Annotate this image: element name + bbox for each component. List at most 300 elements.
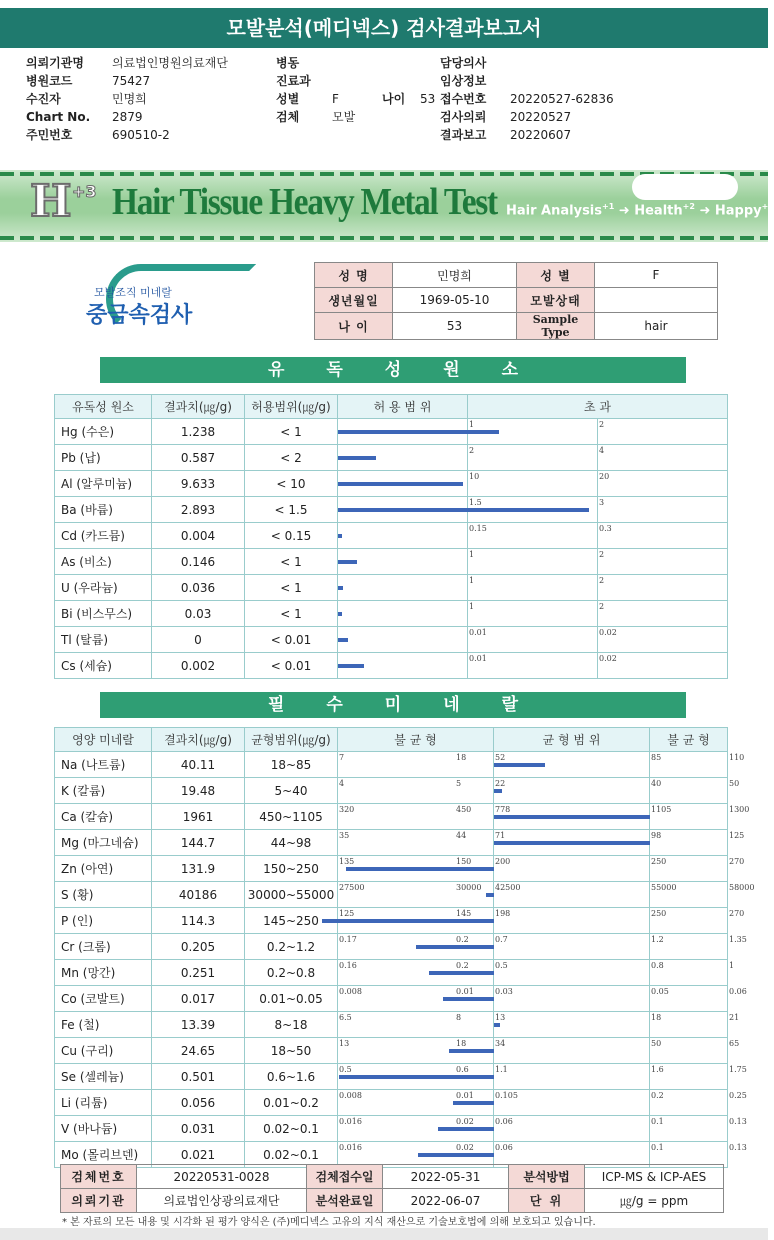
footer-table — [60, 1164, 724, 1213]
high-cell — [650, 1038, 740, 1064]
tick-label: 0.25 — [729, 1091, 747, 1100]
result-value: 0.036 — [152, 575, 245, 601]
allowed-cell — [338, 471, 468, 497]
low-cell — [338, 752, 494, 778]
banner-blank-box — [632, 174, 738, 200]
level-bar — [438, 1127, 494, 1131]
label-doctor: 담당의사 — [440, 56, 487, 70]
level-bar — [449, 1049, 494, 1053]
balanced-cell — [494, 882, 650, 908]
mineral-row — [55, 934, 728, 960]
mineral-row — [55, 778, 728, 804]
banner-h-superscript: +3 — [72, 182, 97, 201]
element-name: Bi (비스무스) — [55, 601, 152, 627]
tick-label: 1.1 — [495, 1065, 508, 1074]
element-name: Mn (망간) — [55, 960, 152, 986]
tick-label: 1.6 — [651, 1065, 664, 1074]
mineral-col-balanced: 균 형 범 위 — [494, 728, 650, 752]
low-cell — [338, 1064, 494, 1090]
balance-range: 18~50 — [245, 1038, 338, 1064]
excess-cell-1 — [468, 627, 598, 653]
tick-label: 27500 — [339, 883, 365, 892]
banner-dash-bottom — [0, 236, 768, 240]
patient-hair-label: 모발상태 — [517, 288, 595, 313]
excess-cell-2 — [598, 627, 728, 653]
level-bar — [486, 893, 494, 897]
level-bar — [338, 560, 357, 564]
toxic-row — [55, 523, 728, 549]
element-name: Tl (탈륨) — [55, 627, 152, 653]
tick-label: 1.5 — [469, 498, 482, 507]
high-cell — [650, 1064, 747, 1090]
high-cell — [650, 1116, 747, 1142]
balanced-cell — [494, 986, 650, 1012]
excess-cell-1 — [468, 445, 598, 471]
level-bar — [429, 971, 494, 975]
tick-label: 0.06 — [495, 1143, 513, 1152]
banner-h-logo: H — [30, 176, 70, 227]
tick-label: 270 — [729, 909, 745, 918]
element-name: S (황) — [55, 882, 152, 908]
tick-label: 22 — [495, 779, 506, 788]
excess-cell-2 — [598, 653, 728, 679]
tick-label: 0.6 — [456, 1065, 469, 1074]
excess-cell-2 — [598, 549, 728, 575]
tick-label: 0.2 — [456, 935, 469, 944]
element-name: As (비소) — [55, 549, 152, 575]
allowed-cell — [338, 601, 468, 627]
level-bar — [494, 789, 502, 793]
toxic-col-element: 유독성 원소 — [55, 395, 152, 419]
result-value: 40.11 — [152, 752, 245, 778]
tick-label: 98 — [651, 831, 662, 840]
tick-label: 4 — [339, 779, 345, 788]
patient-age: 53 — [393, 313, 517, 340]
tick-label: 200 — [495, 857, 511, 866]
tick-label: 1.35 — [729, 935, 747, 944]
balance-range: 145~250 — [245, 908, 338, 934]
tick-label: 50 — [729, 779, 740, 788]
tick-label: 0.02 — [456, 1117, 474, 1126]
excess-cell-1 — [468, 471, 598, 497]
balance-range: 0.02~0.1 — [245, 1142, 338, 1168]
low-cell — [338, 882, 494, 908]
patient-type: hair — [595, 313, 718, 340]
mineral-row — [55, 830, 728, 856]
mineral-row — [55, 1116, 728, 1142]
result-value: 0.146 — [152, 549, 245, 575]
tick-label: 0.06 — [729, 987, 747, 996]
excess-cell-1 — [468, 575, 598, 601]
tick-label: 150 — [456, 857, 472, 866]
tick-label: 0.13 — [729, 1143, 747, 1152]
toxic-row — [55, 575, 728, 601]
patient-type-label: Sample Type — [517, 313, 595, 340]
tick-label: 3 — [599, 498, 605, 507]
level-bar — [338, 508, 589, 512]
mineral-header-row — [55, 728, 728, 752]
tick-label: 0.2 — [651, 1091, 664, 1100]
tick-label: 71 — [495, 831, 506, 840]
header-row-4 — [26, 108, 746, 126]
mineral-row — [55, 752, 728, 778]
tick-label: 1.75 — [729, 1065, 747, 1074]
tick-label: 2 — [599, 602, 605, 611]
copyright-note: * 본 자료의 모든 내용 및 시각화 된 평가 양식은 (주)메디넥스 고유의 지식 재산으로 기술보호법에 의해 보호되고 있습니다. — [62, 1217, 596, 1228]
allowed-range: < 1 — [245, 549, 338, 575]
allowed-range: < 10 — [245, 471, 338, 497]
value-resident-no: 690510-2 — [112, 128, 170, 142]
allowed-cell — [338, 497, 468, 523]
logo-line-1: 모발조직 미네랄 — [94, 286, 172, 299]
tick-label: 2 — [599, 550, 605, 559]
value-age: 53 — [420, 92, 436, 106]
excess-cell-1 — [468, 523, 598, 549]
element-name: Cr (크롬) — [55, 934, 152, 960]
tick-label: 0.02 — [456, 1143, 474, 1152]
element-name: Li (리튬) — [55, 1090, 152, 1116]
level-bar — [338, 534, 342, 538]
tick-label: 85 — [651, 753, 662, 762]
balance-range: 450~1105 — [245, 804, 338, 830]
level-bar — [338, 638, 348, 642]
tick-label: 0.3 — [599, 524, 612, 533]
mineral-row — [55, 908, 728, 934]
result-value: 0.501 — [152, 1064, 245, 1090]
tick-label: 0.01 — [469, 628, 487, 637]
tick-label: 65 — [729, 1039, 740, 1048]
tick-label: 0.15 — [469, 524, 487, 533]
tick-label: 0.13 — [729, 1117, 747, 1126]
high-cell — [650, 1090, 747, 1116]
allowed-cell — [338, 575, 468, 601]
allowed-cell — [338, 445, 468, 471]
high-cell — [650, 778, 740, 804]
label-specimen: 검체 — [276, 110, 300, 124]
result-value: 0.251 — [152, 960, 245, 986]
received-date-label: 검체접수일 — [307, 1165, 383, 1189]
value-patient: 민명희 — [112, 92, 147, 106]
balance-range: 0.6~1.6 — [245, 1064, 338, 1090]
tick-label: 0.02 — [599, 654, 617, 663]
patient-name-label: 성 명 — [315, 263, 393, 288]
element-name: Cd (카드뮴) — [55, 523, 152, 549]
element-name: Cs (세슘) — [55, 653, 152, 679]
logo-line-2: 중금속검사 — [86, 303, 193, 328]
mineral-col-range: 균형범위(㎍/g) — [245, 728, 338, 752]
patient-sex: F — [595, 263, 718, 288]
balance-range: 30000~55000 — [245, 882, 338, 908]
balanced-cell — [494, 856, 650, 882]
tick-label: 58000 — [729, 883, 755, 892]
tick-label: 18 — [456, 753, 467, 762]
value-institution: 의료법인명원의료재단 — [112, 56, 228, 70]
level-bar — [418, 1153, 494, 1157]
result-value: 0.031 — [152, 1116, 245, 1142]
label-hospital-code: 병원코드 — [26, 74, 73, 88]
value-sex: F — [332, 92, 339, 106]
mineral-row — [55, 1012, 728, 1038]
element-name: Se (셀레늄) — [55, 1064, 152, 1090]
institution: 의료법인상광의료재단 — [137, 1189, 307, 1213]
level-bar — [453, 1101, 494, 1105]
tick-label: 145 — [456, 909, 472, 918]
completed-date: 2022-06-07 — [383, 1189, 509, 1213]
low-cell — [338, 804, 494, 830]
toxic-row — [55, 471, 728, 497]
toxic-col-excess: 초 과 — [468, 395, 728, 419]
tick-label: 2 — [599, 576, 605, 585]
banner-sub-3: Happy — [714, 203, 762, 219]
label-receipt-no: 접수번호 — [440, 92, 487, 106]
patient-name: 민명희 — [393, 263, 517, 288]
balance-range: 150~250 — [245, 856, 338, 882]
tick-label: 0.1 — [651, 1143, 664, 1152]
tick-label: 30000 — [456, 883, 482, 892]
element-name: Co (코발트) — [55, 986, 152, 1012]
balanced-cell — [494, 1012, 650, 1038]
element-name: V (바나듐) — [55, 1116, 152, 1142]
result-value: 114.3 — [152, 908, 245, 934]
high-cell — [650, 804, 750, 830]
tick-label: 4 — [599, 446, 605, 455]
level-bar — [494, 763, 545, 767]
excess-cell-2 — [598, 497, 728, 523]
bottom-bar — [0, 1228, 768, 1240]
low-cell — [338, 960, 494, 986]
tick-label: 10 — [469, 472, 480, 481]
element-name: Ba (바륨) — [55, 497, 152, 523]
low-cell — [338, 856, 494, 882]
received-date: 2022-05-31 — [383, 1165, 509, 1189]
result-value: 0.587 — [152, 445, 245, 471]
balanced-cell — [494, 1064, 650, 1090]
allowed-range: < 1 — [245, 419, 338, 445]
tick-label: 21 — [729, 1013, 740, 1022]
toxic-row — [55, 653, 728, 679]
mineral-row — [55, 882, 728, 908]
method-label: 분석방법 — [509, 1165, 585, 1189]
tick-label: 18 — [651, 1013, 662, 1022]
high-cell — [650, 960, 735, 986]
tick-label: 8 — [456, 1013, 462, 1022]
banner-title: Hair Tissue Heavy Metal Test — [112, 181, 497, 223]
allowed-cell — [338, 627, 468, 653]
label-report-date: 결과보고 — [440, 128, 487, 142]
balanced-cell — [494, 1090, 650, 1116]
result-value: 0.017 — [152, 986, 245, 1012]
tick-label: 1300 — [729, 805, 750, 814]
mineral-col-value: 결과치(㎍/g) — [152, 728, 245, 752]
value-specimen: 모발 — [332, 110, 356, 124]
high-cell — [650, 934, 747, 960]
low-cell — [338, 934, 494, 960]
low-cell — [338, 830, 494, 856]
balance-range: 44~98 — [245, 830, 338, 856]
tick-label: 0.03 — [495, 987, 513, 996]
tick-label: 5 — [456, 779, 462, 788]
tick-label: 0.7 — [495, 935, 508, 944]
level-bar — [338, 612, 342, 616]
excess-cell-2 — [598, 419, 728, 445]
level-bar — [338, 482, 463, 486]
allowed-cell — [338, 523, 468, 549]
method: ICP-MS & ICP-AES — [585, 1165, 724, 1189]
high-cell — [650, 908, 745, 934]
tick-label: 0.8 — [651, 961, 664, 970]
header-row-3 — [26, 90, 746, 108]
element-name: Ca (칼슘) — [55, 804, 152, 830]
tick-label: 7 — [339, 753, 345, 762]
tick-label: 1 — [469, 602, 475, 611]
balanced-cell — [494, 778, 650, 804]
label-department: 진료과 — [276, 74, 311, 88]
tick-label: 2 — [469, 446, 475, 455]
tick-label: 42500 — [495, 883, 521, 892]
tick-label: 0.008 — [339, 987, 362, 996]
tick-label: 320 — [339, 805, 355, 814]
allowed-range: < 1.5 — [245, 497, 338, 523]
balance-range: 0.01~0.05 — [245, 986, 338, 1012]
balance-range: 0.02~0.1 — [245, 1116, 338, 1142]
tick-label: 1.2 — [651, 935, 664, 944]
mineral-row — [55, 1090, 728, 1116]
element-name: Al (알루미늄) — [55, 471, 152, 497]
level-bar — [494, 1023, 500, 1027]
low-cell — [338, 778, 494, 804]
level-bar — [338, 430, 499, 434]
high-cell — [650, 882, 755, 908]
tick-label: 450 — [456, 805, 472, 814]
header-info — [26, 54, 746, 144]
excess-cell-2 — [598, 601, 728, 627]
completed-date-label: 분석완료일 — [307, 1189, 383, 1213]
tick-label: 0.016 — [339, 1143, 362, 1152]
tick-label: 0.01 — [456, 1091, 474, 1100]
allowed-range: < 0.01 — [245, 627, 338, 653]
tick-label: 125 — [729, 831, 745, 840]
patient-age-label: 나 이 — [315, 313, 393, 340]
tick-label: 0.05 — [651, 987, 669, 996]
excess-cell-1 — [468, 601, 598, 627]
balance-range: 5~40 — [245, 778, 338, 804]
tick-label: 18 — [456, 1039, 467, 1048]
toxic-row — [55, 419, 728, 445]
result-value: 131.9 — [152, 856, 245, 882]
label-institution: 의뢰기관명 — [26, 56, 84, 70]
level-bar — [416, 945, 494, 949]
tick-label: 50 — [651, 1039, 662, 1048]
allowed-range: < 2 — [245, 445, 338, 471]
level-bar — [338, 664, 364, 668]
tick-label: 0.02 — [599, 628, 617, 637]
result-value: 24.65 — [152, 1038, 245, 1064]
element-name: Mo (몰리브덴) — [55, 1142, 152, 1168]
label-sex: 성별 — [276, 92, 300, 106]
tick-label: 125 — [339, 909, 355, 918]
result-value: 144.7 — [152, 830, 245, 856]
element-name: Pb (납) — [55, 445, 152, 471]
label-age: 나이 — [382, 92, 406, 106]
allowed-range: < 1 — [245, 601, 338, 627]
allowed-range: < 0.01 — [245, 653, 338, 679]
patient-hair — [595, 288, 718, 313]
excess-cell-2 — [598, 445, 728, 471]
high-cell — [650, 856, 745, 882]
level-bar — [338, 456, 376, 460]
tick-label: 270 — [729, 857, 745, 866]
banner-sup-2: +2 — [682, 202, 695, 211]
label-clinical-info: 임상정보 — [440, 74, 487, 88]
tick-label: 0.16 — [339, 961, 357, 970]
mineral-col-low: 불 균 형 — [338, 728, 494, 752]
excess-cell-1 — [468, 549, 598, 575]
banner-sup-3: +3 — [761, 202, 774, 211]
value-request-date: 20220527 — [510, 110, 572, 124]
tick-label: 0.5 — [495, 961, 508, 970]
tick-label: 1 — [469, 550, 475, 559]
tick-label: 250 — [651, 909, 667, 918]
element-name: Cu (구리) — [55, 1038, 152, 1064]
tick-label: 0.17 — [339, 935, 357, 944]
toxic-row — [55, 627, 728, 653]
label-ward: 병동 — [276, 56, 300, 70]
tick-label: 55000 — [651, 883, 677, 892]
mineral-row — [55, 1064, 728, 1090]
tick-label: 13 — [495, 1013, 506, 1022]
allowed-cell — [338, 419, 468, 445]
toxic-section-title: 유독성원소 — [100, 357, 686, 383]
mineral-table — [54, 727, 755, 1168]
level-bar — [443, 997, 494, 1001]
allowed-range: < 1 — [245, 575, 338, 601]
result-value: 2.893 — [152, 497, 245, 523]
mineral-row — [55, 804, 728, 830]
excess-cell-2 — [598, 575, 728, 601]
unit: ㎍/g = ppm — [585, 1189, 724, 1213]
tick-label: 1105 — [651, 805, 672, 814]
tick-label: 13 — [339, 1039, 350, 1048]
tick-label: 35 — [339, 831, 350, 840]
tick-label: 250 — [651, 857, 667, 866]
patient-info-table — [314, 262, 718, 340]
balanced-cell — [494, 960, 650, 986]
balanced-cell — [494, 908, 650, 934]
element-name: Na (나트륨) — [55, 752, 152, 778]
mineral-row — [55, 856, 728, 882]
result-value: 0.021 — [152, 1142, 245, 1168]
label-chart-no: Chart No. — [26, 110, 91, 124]
toxic-row — [55, 549, 728, 575]
result-value: 0.205 — [152, 934, 245, 960]
mineral-test-logo — [86, 262, 276, 338]
result-value: 9.633 — [152, 471, 245, 497]
element-name: P (인) — [55, 908, 152, 934]
tick-label: 0.5 — [339, 1065, 352, 1074]
specimen-no-label: 검체번호 — [61, 1165, 137, 1189]
result-value: 19.48 — [152, 778, 245, 804]
result-value: 1961 — [152, 804, 245, 830]
toxic-header-row — [55, 395, 728, 419]
element-name: K (칼륨) — [55, 778, 152, 804]
value-chart-no: 2879 — [112, 110, 143, 124]
tick-label: 2 — [599, 420, 605, 429]
level-bar — [338, 586, 343, 590]
balance-range: 8~18 — [245, 1012, 338, 1038]
low-cell — [338, 1090, 494, 1116]
tick-label: 1 — [469, 576, 475, 585]
mineral-col-high: 불 균 형 — [650, 728, 728, 752]
